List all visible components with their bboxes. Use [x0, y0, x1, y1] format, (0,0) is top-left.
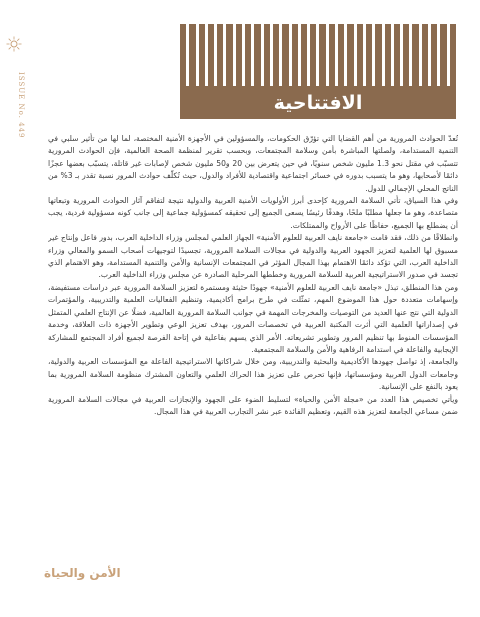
paragraph: وفي هذا السياق، تأتي السلامة المرورية كإحدى أبرز الأولويات الأمنية العربية والدولية نتيجة لتفاقم آثار الحوادث المرورية وتبعاتها متصاعدة، وهو ما جعلها مطلبًا ملحًا، وهدفًا رئيسًا يسعى الجميع إلى تحقيقه كمسؤولية جماعية إلى جانب كونه مسؤولية فردية، يجب أن يضطلع بها الجميع، حفاظًا على الأرواح والممتلكات.: [48, 196, 458, 230]
header-stripe: [254, 24, 260, 86]
header-stripe: [385, 24, 391, 86]
editorial-body: [48, 133, 458, 553]
header-stripe: [403, 24, 409, 86]
section-header: [180, 24, 456, 119]
header-stripe: [189, 24, 195, 86]
header-stripe: [450, 24, 456, 86]
paragraph: ويأتي تخصيص هذا العدد من «مجلة الأمن والحياة» لتسليط الضوء على الجهود والإنجازات العربية في مجالات السلامة المرورية ضمن مساعي الجامعة لتعزيز هذه القيم، وتعظيم الفائدة عبر نشر التجارب العربية في هذا المجال.: [48, 394, 458, 416]
header-stripe: [217, 24, 223, 86]
header-stripes: [180, 24, 456, 86]
header-stripe: [264, 24, 270, 86]
header-stripe: [245, 24, 251, 86]
header-stripe: [422, 24, 428, 86]
header-stripe: [319, 24, 325, 86]
header-stripe: [226, 24, 232, 86]
header-stripe: [180, 24, 186, 86]
header-stripe: [282, 24, 288, 86]
header-stripe: [273, 24, 279, 86]
header-stripe: [301, 24, 307, 86]
header-stripe: [347, 24, 353, 86]
paragraph: والجامعة، إذ تواصل جهودها الأكاديمية والبحثية والتدريبية، ومن خلال شراكاتها الاستراتيجية الفاعلة مع المؤسسات العربية والدولية، وجامعات الدول العربية ومؤسساتها، فإنها تحرص على تعزيز هذا الحراك العلمي والتعاون المشترك منظومة السلامة المرورية بما يعود بالنفع على الإنسانية.: [48, 357, 458, 392]
header-stripe: [310, 24, 316, 86]
header-stripe: [366, 24, 372, 86]
side-margin: [0, 0, 32, 617]
header-stripe: [338, 24, 344, 86]
header-stripe: [292, 24, 298, 86]
paragraph: تُعدّ الحوادث المرورية من أهم القضايا التي تؤرّق الحكومات، والمسؤولين في الأجهزة الأمنية المختصة، لما لها من تأثير سلبي في التنمية المستدامة، ولصلتها المباشرة بأمن وسلامة المجتمعات، وبحسب تقرير لمنظمة الصحة العالمية، فإن الحوادث المرورية تتسبّب في مقتل نحو 1.3 مليون شخص سنويًا، في حين يتعرض بين 20 و50 مليون شخص لإصابات غير قاتلة، يتسبّب بعضها عجزًا دائمًا لأصحابها، وهو ما يتسبب بدوره في خسائر اجتماعية واقتصادية للأفراد والدول، حيث تُكلّف حوادث المرور نسبة تقدر بـ 3% من الناتج المحلي الإجمالي للدول.: [48, 134, 458, 193]
sun-emblem-icon: [6, 36, 22, 52]
magazine-name: الأمن والحياة: [44, 566, 121, 580]
header-stripe: [357, 24, 363, 86]
paragraph: وانطلاقًا من ذلك، فقد قامت «جامعة نايف العربية للعلوم الأمنية» الجهاز العلمي لمجلس وزراء الداخلية العرب، بدور فاعل وإنتاج غير مسبوق لها العلمية لتعزيز الجهود العربية والدولية في مجالات السلامة المرورية، تجسيدًا لتوجيهات أصحاب السمو والمعالي وزراء الداخلية العرب، التي تؤكد دائمًا الاهتمام بهذا المجال المؤثر في المجتمعات الإنسانية والأمن والتنمية المستدامة، وهو الاهتمام الذي تجسد في صدور الاستراتيجية العربية للسلامة المرورية وخططها المرحلية الصادرة عن مجلس وزراء الداخلية العرب.: [48, 233, 458, 280]
header-stripe: [329, 24, 335, 86]
header-stripe: [375, 24, 381, 86]
page-title: الافتتاحية: [273, 91, 363, 114]
header-stripe: [412, 24, 418, 86]
header-stripe: [208, 24, 214, 86]
header-stripe: [440, 24, 446, 86]
header-stripe: [431, 24, 437, 86]
title-bar: [180, 86, 456, 119]
header-stripe: [394, 24, 400, 86]
paragraph: ومن هذا المنطلق، تبذل «جامعة نايف العربية للعلوم الأمنية» جهودًا حثيثة ومستمرة لتعزيز السلامة المرورية عبر دراسات مستفيضة، وإسهامات متعددة حول هذا الموضوع المهم، تمثّلت في طرح برامج أكاديمية، وتنظيم الفعاليات العلمية والتدريبية، والمؤتمرات الدولية التي نتج عنها العديد من التوصيات والمخرجات المهمة في جوانب السلامة المرورية العالمية، فضلًا عن الإنتاج العلمي المتمثل في إصداراتها العلمية التي أثرت المكتبة العربية في تخصصات المرور، بهدف تعزيز الوعي وتطوير الأجهزة ذات العلاقة، وخدمة المؤسسات المنوط بها تنظيم المرور وتطوير تشريعاته. الأمر الذي يسهم بفاعلية في إتاحة الفرصة لجميع أفراد المجتمع للمشاركة الإيجابية والفاعلة في استدامة الرفاهية والأمن والسلامة المجتمعية.: [48, 282, 458, 354]
issue-number: ISSUE No. 449: [17, 72, 25, 139]
header-stripe: [199, 24, 205, 86]
header-stripe: [236, 24, 242, 86]
